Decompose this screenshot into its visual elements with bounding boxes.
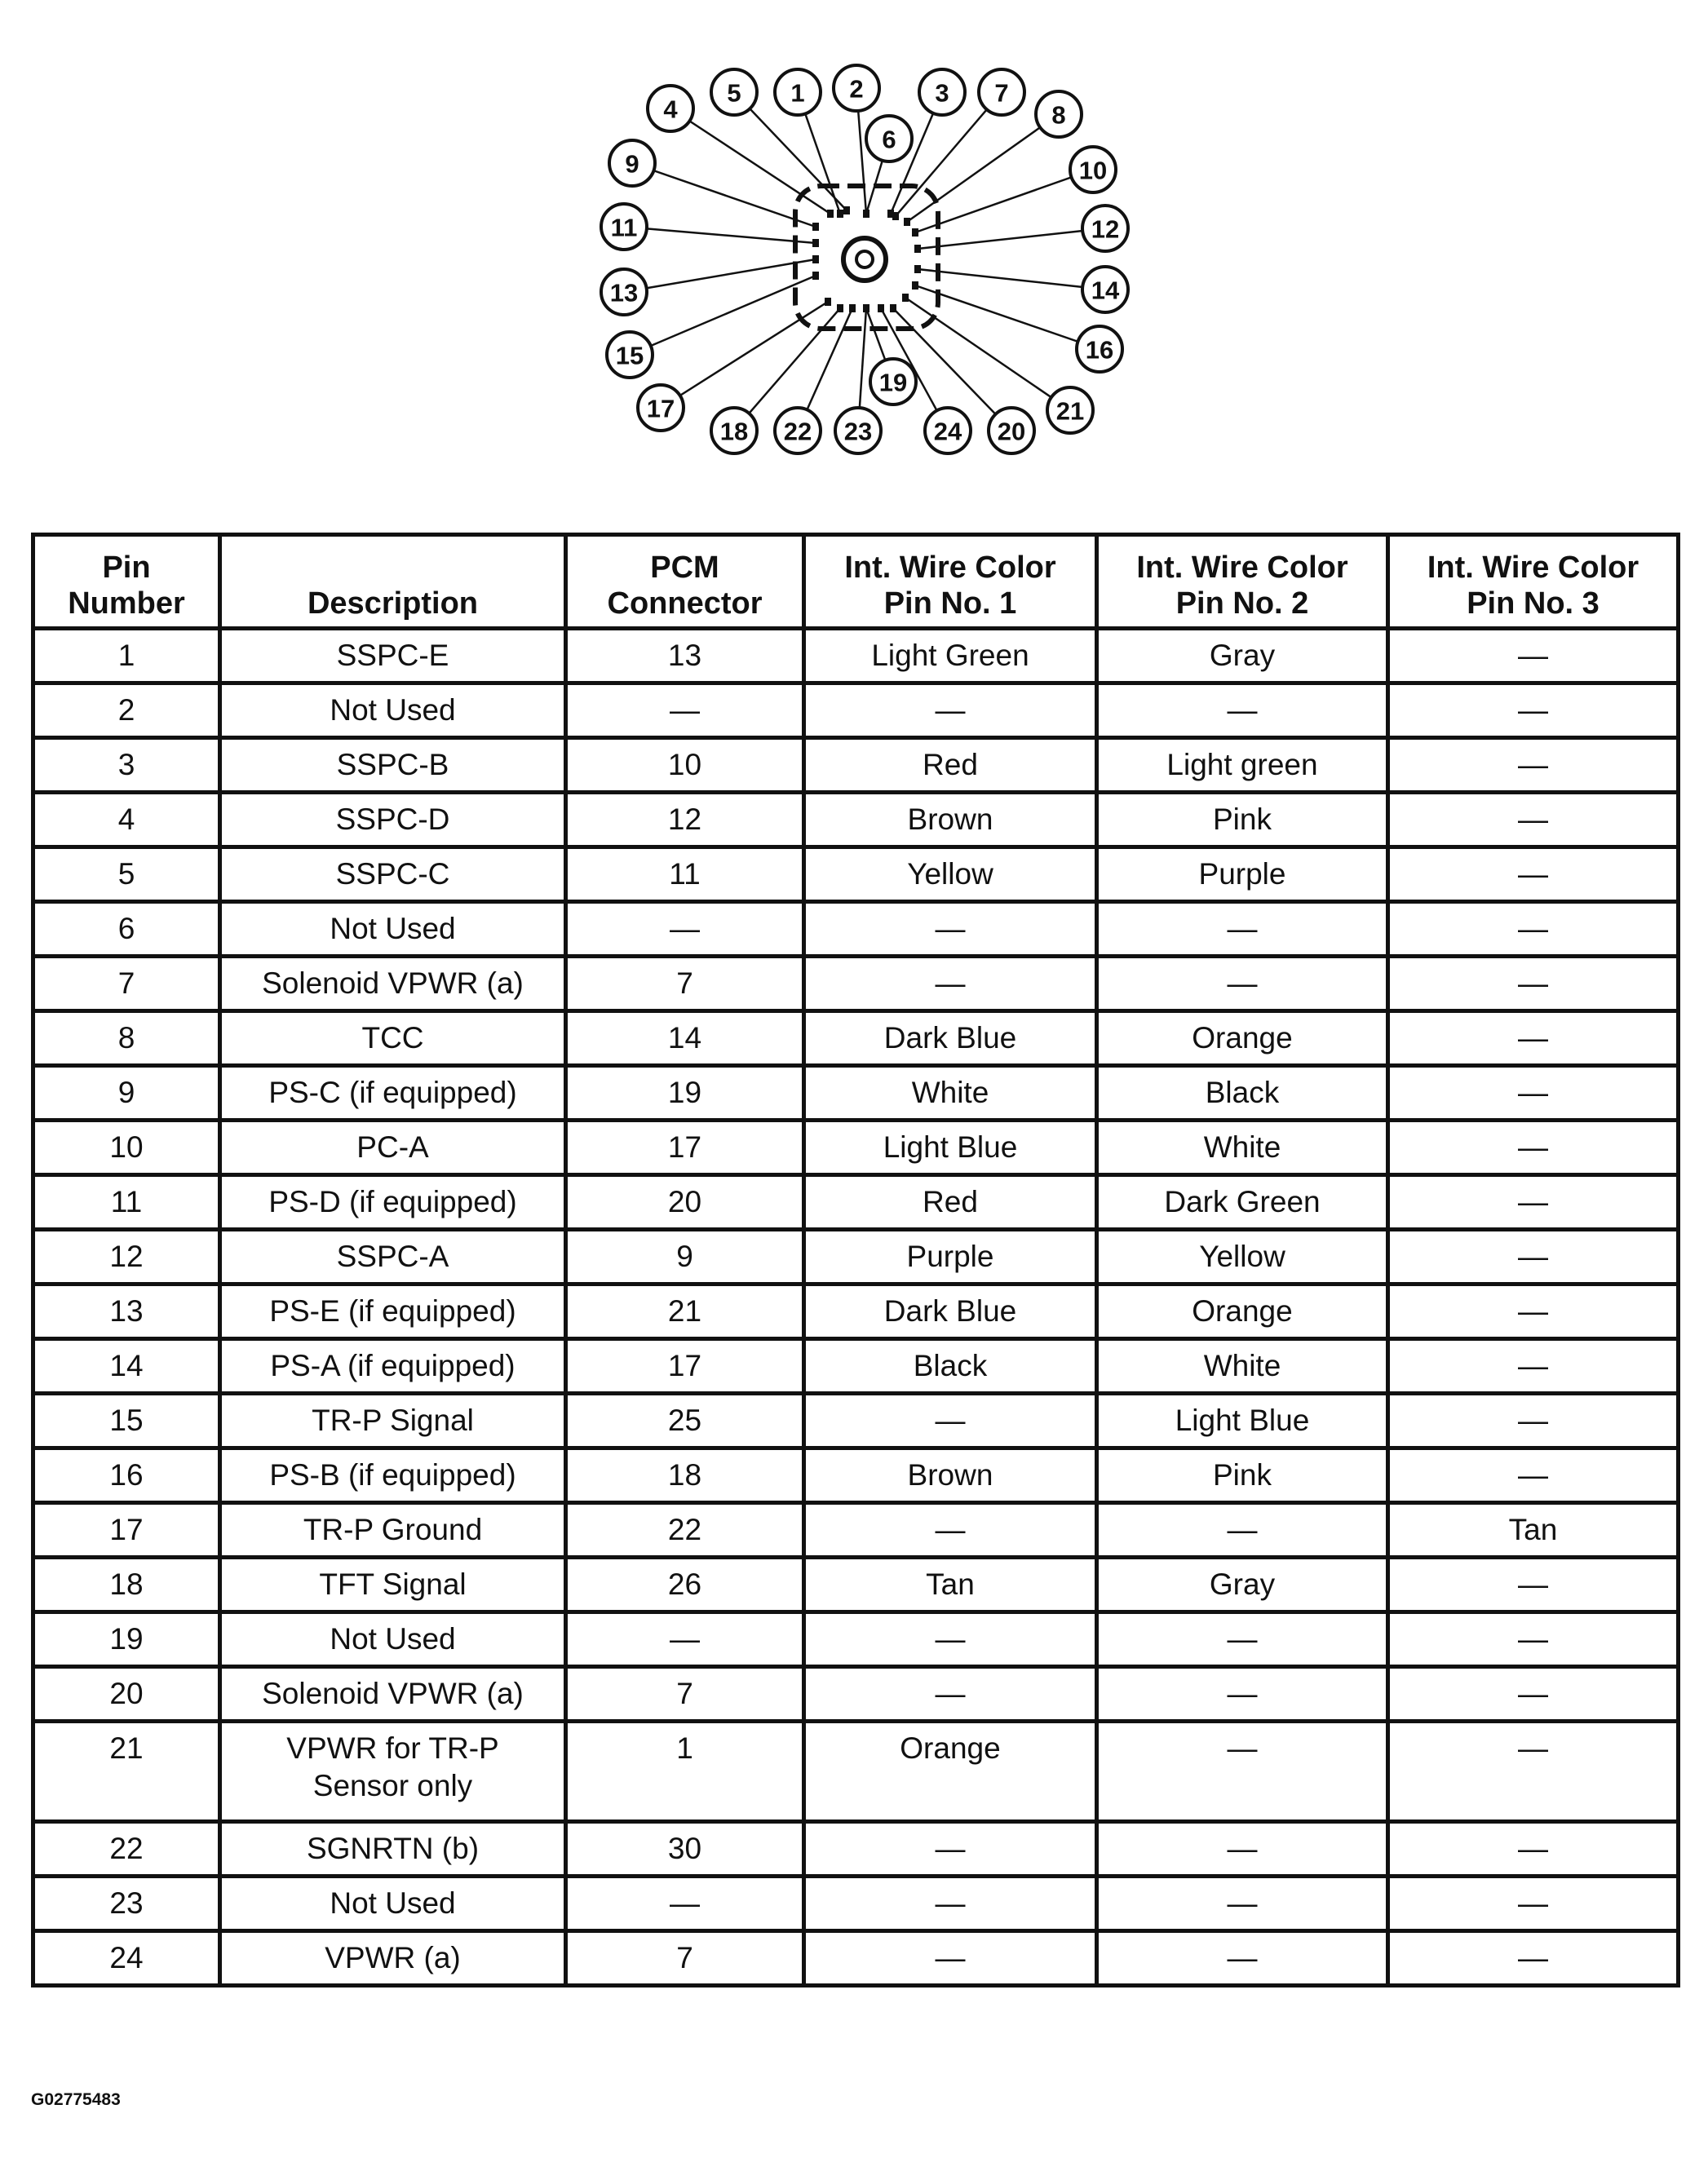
cell-wire-color-pin-1: —: [804, 1612, 1097, 1667]
pin-callout-label: 8: [1051, 100, 1066, 130]
pin-callout-label: 7: [994, 78, 1009, 108]
figure-id: G02775483: [31, 2090, 121, 2109]
cell-pin-number: 16: [33, 1448, 220, 1503]
cell-pcm-connector: 14: [566, 1011, 804, 1066]
cell-wire-color-pin-3: —: [1388, 1667, 1679, 1722]
pin-callout-label: 1: [790, 78, 805, 108]
cell-pcm-connector: 12: [566, 793, 804, 847]
pin-table: [31, 533, 1680, 1988]
pin-terminal: [863, 304, 869, 312]
cell-description: PS-E (if equipped): [220, 1284, 566, 1339]
pin-callout-label: 3: [935, 78, 949, 108]
pin-callout-label: 21: [1055, 396, 1085, 426]
header-line: Int. Wire Color: [1427, 550, 1639, 585]
pin-callout-label: 24: [933, 417, 962, 446]
cell-pin-number: 19: [33, 1612, 220, 1667]
cell-wire-color-pin-2: Light green: [1097, 738, 1388, 793]
cell-wire-color-pin-3: —: [1388, 629, 1679, 683]
table-row: [33, 1121, 1679, 1175]
cell-pin-number: 3: [33, 738, 220, 793]
cell-pin-number: 20: [33, 1667, 220, 1722]
cell-pin-number: 6: [33, 902, 220, 957]
cell-pcm-connector: —: [566, 1877, 804, 1931]
pin-terminal: [914, 245, 921, 253]
pin-terminal: [890, 304, 896, 312]
cell-pin-number: 15: [33, 1394, 220, 1448]
header-line: Pin No. 2: [1175, 586, 1309, 621]
cell-description: SSPC-D: [220, 793, 566, 847]
cell-pcm-connector: 21: [566, 1284, 804, 1339]
leader-line: [907, 114, 1059, 222]
cell-pin-number: 13: [33, 1284, 220, 1339]
cell-pcm-connector: 13: [566, 629, 804, 683]
header-line: Pin No. 1: [883, 586, 1017, 621]
pin-terminal: [837, 304, 843, 312]
header-wire-color-pin-3: [1388, 535, 1679, 629]
header-description: [220, 535, 566, 629]
cell-wire-color-pin-2: White: [1097, 1339, 1388, 1394]
cell-wire-color-pin-1: Black: [804, 1339, 1097, 1394]
cell-pin-number: 22: [33, 1822, 220, 1877]
pin-callout-label: 12: [1091, 214, 1120, 244]
cell-wire-color-pin-3: —: [1388, 1394, 1679, 1448]
cell-wire-color-pin-1: Brown: [804, 793, 1097, 847]
pin-terminal: [843, 206, 850, 214]
header-line: Pin: [102, 550, 151, 585]
pin-terminal: [825, 298, 831, 306]
cell-wire-color-pin-1: Light Green: [804, 629, 1097, 683]
cell-wire-color-pin-3: —: [1388, 957, 1679, 1011]
cell-description: PC-A: [220, 1121, 566, 1175]
cell-pcm-connector: 18: [566, 1448, 804, 1503]
cell-wire-color-pin-1: —: [804, 957, 1097, 1011]
cell-description: PS-C (if equipped): [220, 1066, 566, 1121]
pin-callout-label: 9: [625, 149, 639, 179]
table-row: [33, 1722, 1679, 1822]
cell-wire-color-pin-1: Orange: [804, 1722, 1097, 1822]
pin-callout-label: 19: [878, 368, 908, 397]
cell-wire-color-pin-3: —: [1388, 1339, 1679, 1394]
cell-pcm-connector: 19: [566, 1066, 804, 1121]
header-line: Int. Wire Color: [844, 550, 1056, 585]
cell-pin-number: 1: [33, 629, 220, 683]
table-row: [33, 1877, 1679, 1931]
cell-pcm-connector: 22: [566, 1503, 804, 1558]
table-row: [33, 1822, 1679, 1877]
cell-wire-color-pin-1: Purple: [804, 1230, 1097, 1284]
pin-callout-label: 5: [727, 78, 741, 108]
cell-wire-color-pin-2: White: [1097, 1121, 1388, 1175]
pin-terminal: [863, 210, 869, 218]
cell-description: VPWR for TR-P Sensor only: [220, 1722, 566, 1822]
leader-line: [624, 227, 816, 243]
cell-pcm-connector: —: [566, 1612, 804, 1667]
header-pcm-connector: [566, 535, 804, 629]
cell-pin-number: 23: [33, 1877, 220, 1931]
cell-wire-color-pin-3: —: [1388, 1175, 1679, 1230]
cell-pin-number: 12: [33, 1230, 220, 1284]
cell-pin-number: 11: [33, 1175, 220, 1230]
cell-pcm-connector: 17: [566, 1121, 804, 1175]
cell-pcm-connector: 25: [566, 1394, 804, 1448]
cell-pcm-connector: 17: [566, 1339, 804, 1394]
table-row: [33, 1230, 1679, 1284]
cell-wire-color-pin-1: Brown: [804, 1448, 1097, 1503]
leader-line: [918, 269, 1105, 290]
pin-terminal: [892, 212, 899, 220]
cell-wire-color-pin-2: —: [1097, 1877, 1388, 1931]
pin-terminal: [912, 281, 918, 290]
pin-callout-label: 4: [663, 95, 678, 124]
pin-callout-label: 10: [1078, 156, 1108, 185]
leader-line: [661, 302, 828, 408]
pin-terminal: [914, 265, 921, 273]
cell-wire-color-pin-1: Tan: [804, 1558, 1097, 1612]
cell-wire-color-pin-3: —: [1388, 1722, 1679, 1822]
pin-terminal: [912, 228, 918, 237]
pin-terminal: [904, 218, 910, 226]
cell-wire-color-pin-1: —: [804, 683, 1097, 738]
table-row: [33, 1339, 1679, 1394]
cell-description: TCC: [220, 1011, 566, 1066]
cell-pin-number: 24: [33, 1931, 220, 1986]
pin-terminal: [878, 304, 884, 312]
cell-pcm-connector: 9: [566, 1230, 804, 1284]
cell-wire-color-pin-3: —: [1388, 1448, 1679, 1503]
leader-line: [918, 228, 1105, 249]
cell-pin-number: 4: [33, 793, 220, 847]
cell-wire-color-pin-1: Red: [804, 738, 1097, 793]
cell-wire-color-pin-3: —: [1388, 1284, 1679, 1339]
cell-wire-color-pin-2: Orange: [1097, 1284, 1388, 1339]
cell-description: TFT Signal: [220, 1558, 566, 1612]
cell-wire-color-pin-1: —: [804, 1877, 1097, 1931]
cell-wire-color-pin-3: —: [1388, 902, 1679, 957]
cell-wire-color-pin-3: —: [1388, 1931, 1679, 1986]
pin-terminal: [827, 210, 834, 218]
cell-pcm-connector: 7: [566, 1931, 804, 1986]
cell-wire-color-pin-1: Light Blue: [804, 1121, 1097, 1175]
cell-wire-color-pin-1: Dark Blue: [804, 1011, 1097, 1066]
table-row: [33, 1558, 1679, 1612]
cell-wire-color-pin-3: —: [1388, 1121, 1679, 1175]
cell-pin-number: 10: [33, 1121, 220, 1175]
cell-wire-color-pin-2: Pink: [1097, 793, 1388, 847]
table-header-row: [33, 535, 1679, 629]
leader-line: [630, 276, 816, 355]
cell-wire-color-pin-2: —: [1097, 1667, 1388, 1722]
table-row: [33, 1503, 1679, 1558]
cell-wire-color-pin-3: —: [1388, 1612, 1679, 1667]
cell-wire-color-pin-1: —: [804, 1394, 1097, 1448]
connector-diagram: [0, 0, 1708, 506]
table-row: [33, 738, 1679, 793]
cell-wire-color-pin-3: —: [1388, 1011, 1679, 1066]
cell-pcm-connector: —: [566, 683, 804, 738]
table-row: [33, 847, 1679, 902]
cell-wire-color-pin-2: —: [1097, 1931, 1388, 1986]
cell-wire-color-pin-3: —: [1388, 1877, 1679, 1931]
cell-wire-color-pin-2: Black: [1097, 1066, 1388, 1121]
cell-wire-color-pin-2: Dark Green: [1097, 1175, 1388, 1230]
cell-description: PS-A (if equipped): [220, 1339, 566, 1394]
pin-callout-label: 18: [719, 417, 749, 446]
cell-pcm-connector: 10: [566, 738, 804, 793]
cell-wire-color-pin-2: Purple: [1097, 847, 1388, 902]
pin-callout-label: 17: [646, 394, 675, 423]
header-line: Number: [68, 586, 185, 621]
cell-wire-color-pin-3: —: [1388, 793, 1679, 847]
pin-terminal: [837, 210, 843, 218]
table-body: [33, 629, 1679, 1986]
cell-description: SSPC-C: [220, 847, 566, 902]
cell-description: SGNRTN (b): [220, 1822, 566, 1877]
cell-wire-color-pin-1: —: [804, 1667, 1097, 1722]
cell-pcm-connector: —: [566, 902, 804, 957]
cell-pin-number: 5: [33, 847, 220, 902]
pin-terminal: [812, 223, 819, 231]
table-row: [33, 1667, 1679, 1722]
cell-wire-color-pin-3: —: [1388, 683, 1679, 738]
table-row: [33, 1066, 1679, 1121]
pin-terminal: [849, 304, 856, 312]
pin-callout-label: 2: [849, 74, 864, 104]
table-row: [33, 1175, 1679, 1230]
pin-callout-label: 23: [843, 417, 873, 446]
pin-callout-label: 16: [1085, 335, 1114, 365]
table-row: [33, 1931, 1679, 1986]
cell-wire-color-pin-2: Pink: [1097, 1448, 1388, 1503]
cell-wire-color-pin-2: —: [1097, 957, 1388, 1011]
cell-wire-color-pin-3: —: [1388, 1230, 1679, 1284]
cell-pcm-connector: 7: [566, 957, 804, 1011]
cell-wire-color-pin-2: —: [1097, 1722, 1388, 1822]
connector-center-key: [843, 238, 886, 281]
table-row: [33, 1612, 1679, 1667]
cell-wire-color-pin-1: —: [804, 1503, 1097, 1558]
pin-terminal: [812, 272, 819, 280]
leader-line: [915, 170, 1093, 232]
cell-pcm-connector: 26: [566, 1558, 804, 1612]
pin-callout-label: 13: [609, 278, 639, 307]
cell-pin-number: 7: [33, 957, 220, 1011]
cell-wire-color-pin-3: Tan: [1388, 1503, 1679, 1558]
cell-description: PS-B (if equipped): [220, 1448, 566, 1503]
cell-pcm-connector: 7: [566, 1667, 804, 1722]
header-wire-color-pin-2: [1097, 535, 1388, 629]
leader-line: [632, 163, 816, 227]
pin-callout-label: 22: [783, 417, 812, 446]
cell-wire-color-pin-2: —: [1097, 1822, 1388, 1877]
cell-pin-number: 21: [33, 1722, 220, 1822]
cell-description: Not Used: [220, 1612, 566, 1667]
header-pin-number: [33, 535, 220, 629]
cell-wire-color-pin-2: —: [1097, 1503, 1388, 1558]
pin-callout-label: 14: [1091, 276, 1120, 305]
table-row: [33, 1448, 1679, 1503]
cell-wire-color-pin-2: Gray: [1097, 629, 1388, 683]
cell-wire-color-pin-1: Yellow: [804, 847, 1097, 902]
cell-pin-number: 2: [33, 683, 220, 738]
cell-description: Not Used: [220, 683, 566, 738]
cell-wire-color-pin-2: —: [1097, 683, 1388, 738]
cell-description: Not Used: [220, 902, 566, 957]
cell-description: TR-P Ground: [220, 1503, 566, 1558]
cell-wire-color-pin-2: Orange: [1097, 1011, 1388, 1066]
pin-terminal: [902, 294, 909, 302]
cell-pin-number: 14: [33, 1339, 220, 1394]
cell-description: PS-D (if equipped): [220, 1175, 566, 1230]
pin-terminal: [812, 255, 819, 263]
cell-wire-color-pin-3: —: [1388, 1558, 1679, 1612]
table-row: [33, 629, 1679, 683]
leader-line: [915, 285, 1100, 349]
cell-wire-color-pin-1: —: [804, 902, 1097, 957]
cell-wire-color-pin-2: Yellow: [1097, 1230, 1388, 1284]
cell-description: SSPC-B: [220, 738, 566, 793]
table-row: [33, 1394, 1679, 1448]
table-row: [33, 1284, 1679, 1339]
cell-description: Solenoid VPWR (a): [220, 1667, 566, 1722]
cell-wire-color-pin-1: Dark Blue: [804, 1284, 1097, 1339]
pin-terminal: [812, 239, 819, 247]
cell-description: SSPC-E: [220, 629, 566, 683]
cell-wire-color-pin-1: White: [804, 1066, 1097, 1121]
table-row: [33, 1011, 1679, 1066]
table-row: [33, 683, 1679, 738]
header-line: Pin No. 3: [1467, 586, 1600, 621]
pin-callout-label: 11: [610, 213, 638, 242]
cell-pin-number: 8: [33, 1011, 220, 1066]
cell-wire-color-pin-2: —: [1097, 902, 1388, 957]
cell-wire-color-pin-2: —: [1097, 1612, 1388, 1667]
table-row: [33, 957, 1679, 1011]
cell-wire-color-pin-2: Light Blue: [1097, 1394, 1388, 1448]
cell-wire-color-pin-1: —: [804, 1822, 1097, 1877]
cell-pin-number: 9: [33, 1066, 220, 1121]
pin-callout-label: 20: [997, 417, 1026, 446]
cell-description: SSPC-A: [220, 1230, 566, 1284]
header-line: Connector: [607, 586, 763, 621]
pin-callout-label: 6: [882, 125, 896, 154]
cell-pcm-connector: 11: [566, 847, 804, 902]
cell-pcm-connector: 30: [566, 1822, 804, 1877]
header-line: Int. Wire Color: [1136, 550, 1348, 585]
cell-wire-color-pin-3: —: [1388, 847, 1679, 902]
cell-description: Not Used: [220, 1877, 566, 1931]
cell-wire-color-pin-1: Red: [804, 1175, 1097, 1230]
table-row: [33, 793, 1679, 847]
cell-wire-color-pin-1: —: [804, 1931, 1097, 1986]
header-line: PCM: [650, 550, 719, 585]
leader-line: [670, 108, 830, 214]
header-line: Description: [307, 586, 479, 621]
cell-description: Solenoid VPWR (a): [220, 957, 566, 1011]
cell-wire-color-pin-2: Gray: [1097, 1558, 1388, 1612]
cell-wire-color-pin-3: —: [1388, 1066, 1679, 1121]
leader-line: [905, 298, 1070, 410]
header-wire-color-pin-1: [804, 535, 1097, 629]
cell-pcm-connector: 1: [566, 1722, 804, 1822]
cell-wire-color-pin-3: —: [1388, 1822, 1679, 1877]
cell-pin-number: 18: [33, 1558, 220, 1612]
cell-pin-number: 17: [33, 1503, 220, 1558]
table-row: [33, 902, 1679, 957]
cell-pcm-connector: 20: [566, 1175, 804, 1230]
cell-description: TR-P Signal: [220, 1394, 566, 1448]
cell-description: VPWR (a): [220, 1931, 566, 1986]
pin-callout-label: 15: [615, 341, 644, 370]
cell-wire-color-pin-3: —: [1388, 738, 1679, 793]
